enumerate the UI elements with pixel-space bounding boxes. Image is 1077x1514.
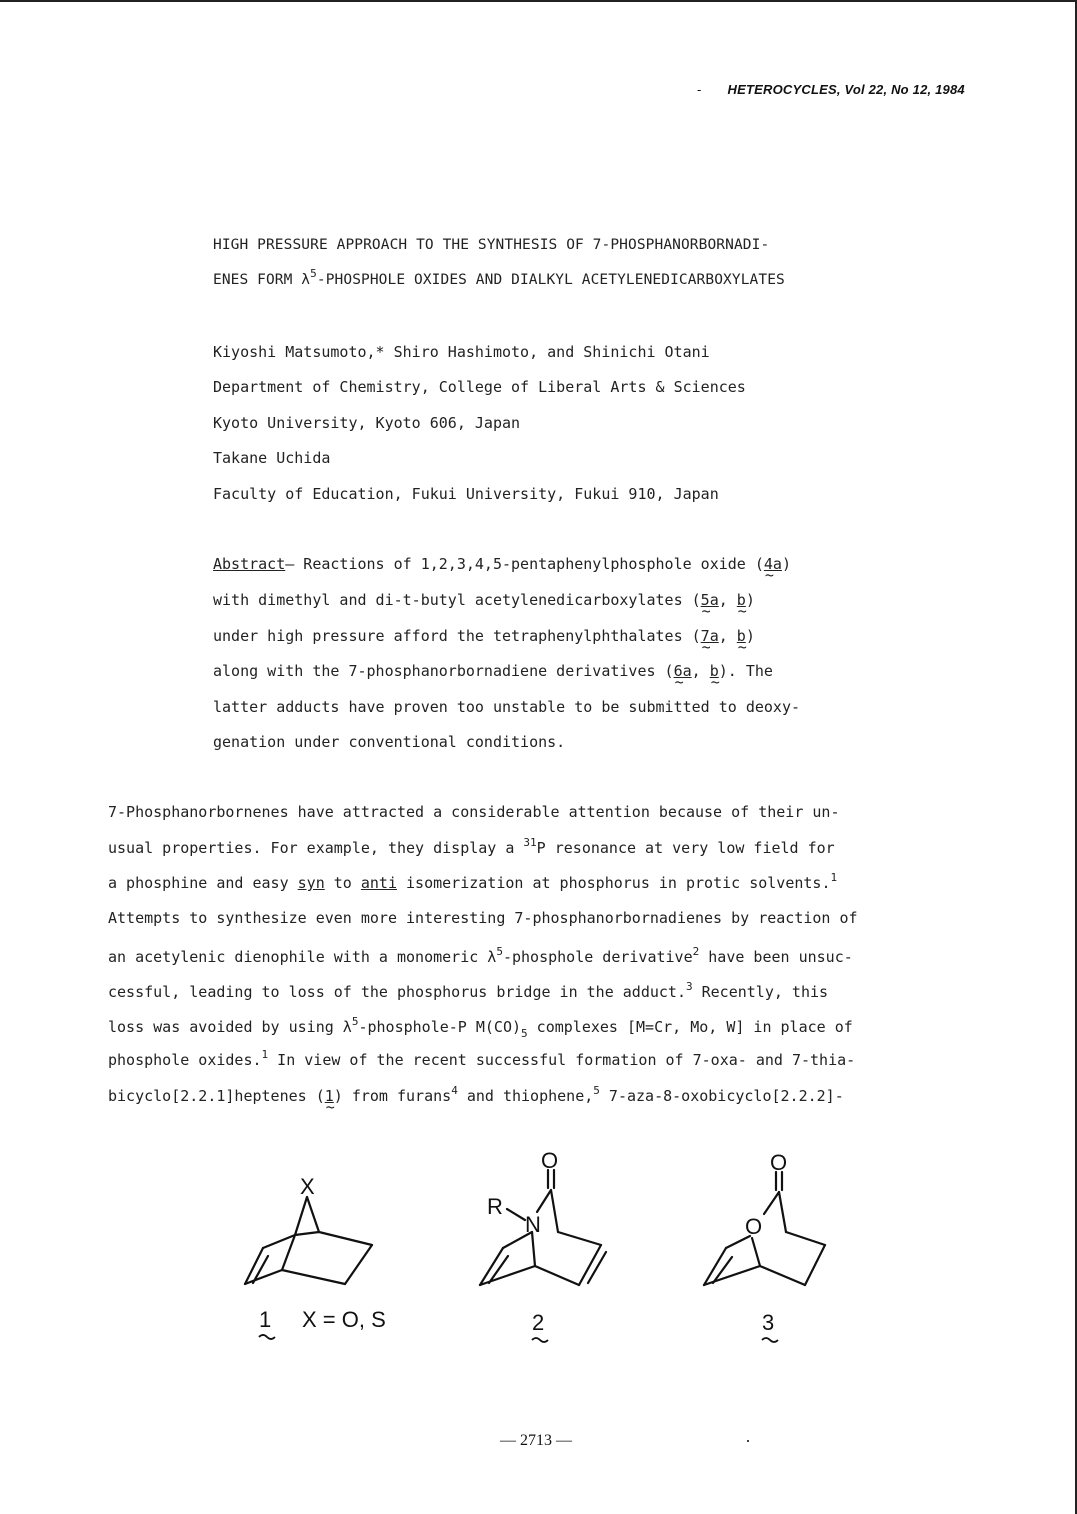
bond	[282, 1270, 345, 1284]
atom-o-label: O	[745, 1214, 763, 1239]
bond	[760, 1266, 805, 1285]
sup: 1	[261, 1048, 269, 1061]
atom-r-label: R	[487, 1194, 503, 1219]
compound-ref: 6a ~	[674, 661, 692, 681]
paper-title-line-1: HIGH PRESSURE APPROACH TO THE SYNTHESIS OF 7-PHOSPHANORBORNADI-	[213, 237, 770, 253]
sup: 5	[496, 945, 503, 958]
affiliation-1: Department of Chemistry, College of Liberal Arts & Sciences	[213, 378, 746, 396]
text: -phosphole-P M(CO)	[358, 1018, 522, 1036]
structure-1-drawing	[245, 1197, 372, 1284]
abstract-line-5: latter adducts have proven too unstable to be submitted to deoxy-	[213, 698, 800, 716]
abstract-line-6: genation under conventional conditions.	[213, 733, 566, 751]
compound-number-2: 2	[532, 1310, 545, 1335]
text: with dimethyl and di-t-butyl acetylenedicarboxylates (	[213, 591, 701, 609]
sup: 1	[830, 871, 838, 884]
bond	[752, 1238, 760, 1266]
text: )	[745, 591, 755, 609]
compound-number-1: 1	[259, 1307, 272, 1332]
compound-ref: 1 ~	[325, 1086, 334, 1106]
text: along with the 7-phosphanorbornadiene derivatives (	[213, 662, 674, 680]
bond	[786, 1232, 825, 1245]
text: In view of the recent successful formation of 7-oxa- and 7-thia-	[268, 1051, 856, 1069]
atom-o-label: O	[541, 1148, 559, 1173]
sup: 31	[523, 836, 537, 849]
text: phosphole oxides.	[108, 1051, 262, 1069]
atom-o-label: O	[770, 1150, 788, 1175]
text: an acetylenic dienophile with a monomeric λ	[108, 948, 497, 966]
compound-ref: b ~	[710, 661, 719, 681]
journal-ref: HETEROCYCLES, Vol 22, No 12, 1984	[727, 82, 965, 97]
text: ,	[691, 662, 710, 680]
compound-number-3: 3	[762, 1310, 775, 1335]
bond	[480, 1266, 535, 1285]
bond	[319, 1232, 372, 1245]
compound-ref: 5a ~	[701, 590, 719, 610]
affiliation-3: Faculty of Education, Fukui University, Fukui 910, Japan	[213, 485, 719, 503]
text: )	[781, 555, 791, 573]
text: — Reactions of 1,2,3,4,5-pentaphenylphosphole oxide (	[285, 555, 764, 573]
sub: 5	[521, 1027, 528, 1040]
body-line-1: 7-Phosphanorbornenes have attracted a considerable attention because of their un-	[108, 803, 840, 821]
body-line-4: Attempts to synthesize even more interesting 7-phosphanorbornadienes by reaction of	[108, 909, 858, 927]
text: under high pressure afford the tetraphenylphthalates (	[213, 627, 701, 645]
structure-2-drawing	[480, 1170, 606, 1285]
atom-x-label: X	[300, 1174, 315, 1199]
text: loss was avoided by using λ	[108, 1018, 352, 1036]
speck	[747, 1440, 749, 1442]
bond	[295, 1232, 319, 1235]
sup: 5	[593, 1084, 600, 1097]
text: Recently, this	[692, 983, 829, 1001]
wavy-underline	[762, 1338, 778, 1342]
text: a phosphine and easy	[108, 874, 298, 892]
title-part: ENES FORM λ	[213, 272, 311, 288]
text: complexes [M=Cr, Mo, W] in place of	[527, 1018, 853, 1036]
bond	[537, 1190, 551, 1212]
compound-1-note: X = O, S	[302, 1307, 386, 1332]
text: to	[324, 874, 361, 892]
atom-n-label: N	[525, 1212, 541, 1237]
emphasis: anti	[360, 874, 397, 892]
text: ). The	[718, 662, 773, 680]
bond	[535, 1266, 579, 1285]
compound-ref: 4a ~	[764, 554, 782, 574]
compound-ref: b ~	[737, 626, 746, 646]
text: )	[745, 627, 755, 645]
header-tick: -	[697, 82, 702, 97]
bond	[307, 1197, 319, 1232]
structure-3-drawing	[704, 1172, 825, 1285]
bond	[551, 1190, 558, 1232]
text: ,	[718, 627, 737, 645]
text: usual properties. For example, they display a	[108, 839, 524, 857]
bond	[764, 1192, 779, 1214]
bond	[532, 1232, 535, 1266]
wavy-underline	[532, 1338, 548, 1342]
abstract-label: Abstract	[213, 555, 286, 573]
text: ,	[718, 591, 737, 609]
bond	[779, 1192, 786, 1232]
text: and thiophene,	[457, 1087, 594, 1105]
r-bond	[507, 1209, 525, 1220]
sup: 4	[451, 1084, 458, 1097]
sup: 3	[685, 980, 693, 993]
text: have been unsuc-	[699, 948, 853, 966]
text: ) from furans	[333, 1087, 452, 1105]
title-sup: 5	[310, 267, 317, 280]
bond	[345, 1245, 372, 1284]
bond	[805, 1245, 825, 1285]
emphasis: syn	[297, 874, 325, 892]
compound-ref: 7a ~	[701, 626, 719, 646]
author-2: Takane Uchida	[213, 449, 331, 467]
title-part: -PHOSPHOLE OXIDES AND DIALKYL ACETYLENEDICARBOXYLATES	[316, 272, 785, 288]
author-names: Kiyoshi Matsumoto,* Shiro Hashimoto, and Shinichi Otani	[213, 343, 710, 361]
bond	[295, 1197, 307, 1235]
sup: 2	[692, 945, 700, 958]
compound-ref: b ~	[737, 590, 746, 610]
text: P resonance at very low field for	[536, 839, 835, 857]
text: bicyclo[2.2.1]heptenes (	[108, 1087, 325, 1105]
text: isomerization at phosphorus in protic solvents.	[397, 874, 831, 892]
page-number: — 2713 —	[500, 1432, 572, 1449]
text: -phosphole derivative	[502, 948, 693, 966]
double-bond-inner	[588, 1252, 606, 1283]
wavy-underline	[259, 1335, 275, 1339]
affiliation-2: Kyoto University, Kyoto 606, Japan	[213, 414, 521, 432]
text: 7-aza-8-oxobicyclo[2.2.2]-	[599, 1087, 844, 1105]
text: cessful, leading to loss of the phosphorus bridge in the adduct.	[108, 983, 686, 1001]
sup: 5	[351, 1015, 359, 1028]
bond	[558, 1232, 601, 1245]
